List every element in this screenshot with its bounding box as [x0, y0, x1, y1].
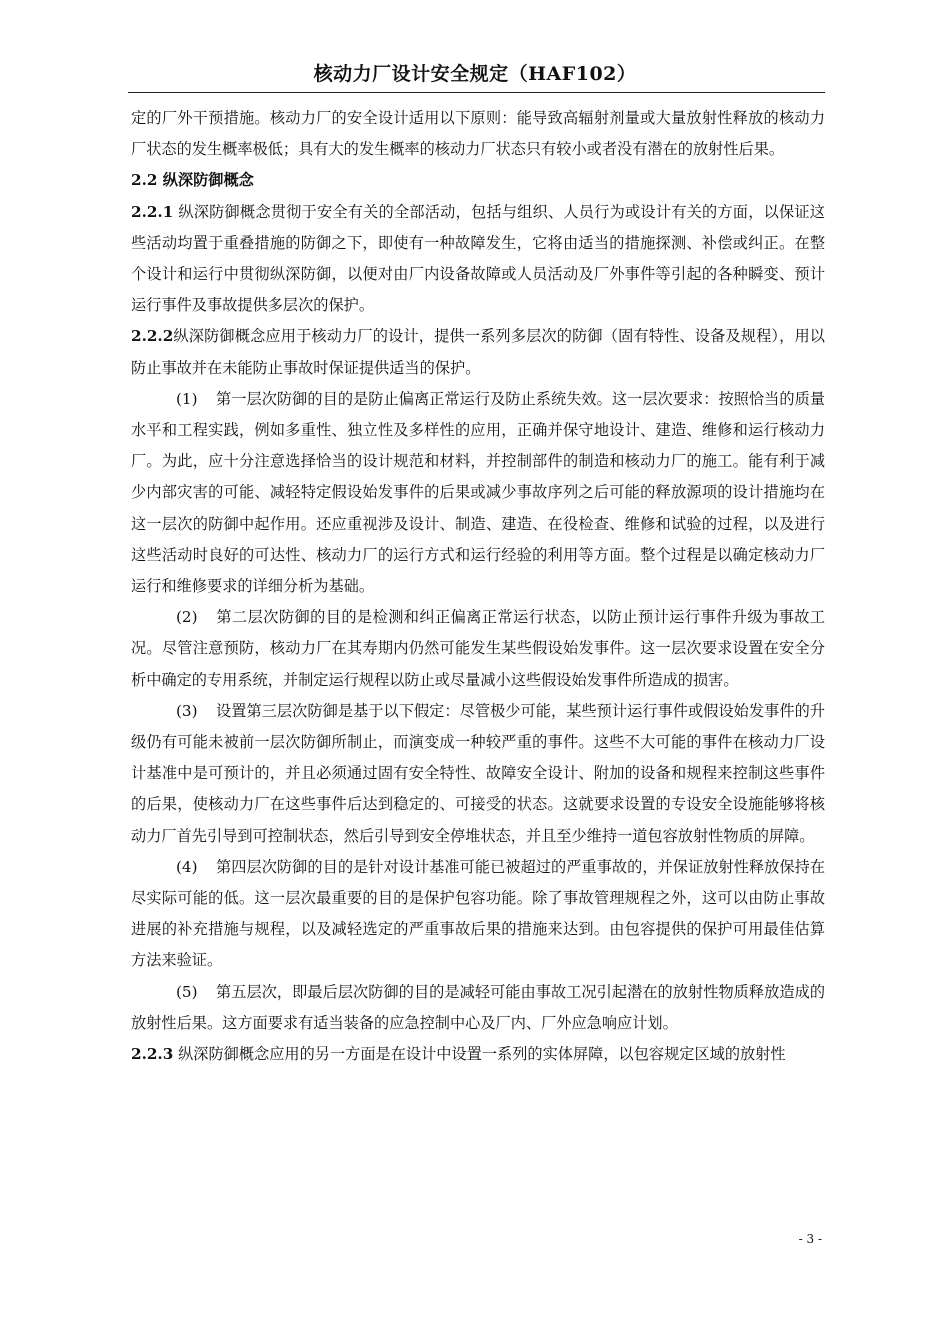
level-text: 第一层次防御的目的是防止偏离正常运行及防止系统失效。这一层次要求：按照恰当的质量水平和工程实践，例如多重性、独立性及多样性的应用，正确并保守地设计、建造、维修和运行核动力厂。为此，应十分注意选择恰当的设计规范和材料，并控制部件的制造和核动力厂的施工。能有利于减少内部灾害的可能、减轻特定假设始发事件的后果或减少事故序列之后可能的释放源项的设计措施均在这一层次的防御中起作用。还应重视涉及设计、制造、建造、在役检查、维修和试验的过程，以及进行这些活动时良好的可达性、核动力厂的运行方式和运行经验的利用等方面。整个过程是以确定核动力厂运行和维修要求的详细分析为基础。 [131, 389, 825, 596]
defense-level-5 [131, 977, 825, 1039]
level-text: 第四层次防御的目的是针对设计基准可能已被超过的严重事故的，并保证放射性释放保持在尽实际可能的低。这一层次最重要的目的是保护包容功能。除了事故管理规程之外，这可以由防止事故进展的补充措施与规程，以及减轻选定的严重事故后果的措施来达到。由包容提供的保护可用最佳估算方法来验证。 [131, 857, 825, 970]
page-header-title: 核动力厂设计安全规定（HAF102） [313, 63, 637, 85]
defense-level-1 [131, 384, 825, 602]
clause-number: 2.2.3 [131, 1045, 174, 1064]
header-divider [128, 92, 825, 93]
level-label: (2) [176, 608, 198, 627]
clause-text: 纵深防御概念贯彻于安全有关的全部活动，包括与组织、人员行为或设计有关的方面，以保证这些活动均置于重叠措施的防御之下，即使有一种故障发生，它将由适当的措施探测、补偿或纠正。在整个设计和运行中贯彻纵深防御，以便对由厂内设备故障或人员活动及厂外事件等引起的各种瞬变、预计运行事件及事故提供多层次的保护。 [131, 202, 825, 315]
level-label: (1) [176, 389, 198, 408]
clause-2-2-2 [131, 321, 825, 383]
level-label: (4) [176, 857, 198, 876]
clause-2-2-3 [131, 1039, 825, 1070]
intro-paragraph: 定的厂外干预措施。核动力厂的安全设计适用以下原则：能导致高辐射剂量或大量放射性释放的核动力厂状态的发生概率极低；具有大的发生概率的核动力厂状态只有较小或者没有潜在的放射性后果。 [131, 109, 825, 159]
defense-level-2 [131, 602, 825, 696]
defense-level-3 [131, 696, 825, 852]
level-label: (3) [176, 701, 198, 720]
level-text: 设置第三层次防御是基于以下假定：尽管极少可能，某些预计运行事件或假设始发事件的升级仍有可能未被前一层次防御所制止，而演变成一种较严重的事件。这些不大可能的事件在核动力厂设计基准中是可预计的，并且必须通过固有安全特性、故障安全设计、附加的设备和规程来控制这些事件的后果，使核动力厂在这些事件后达到稳定的、可接受的状态。这就要求设置的专设安全设施能够将核动力厂首先引导到可控制状态，然后引导到安全停堆状态，并且至少维持一道包容放射性物质的屏障。 [131, 701, 825, 845]
clause-number: 2.2.2 [131, 327, 174, 346]
clause-2-2-1 [131, 197, 825, 322]
defense-level-4 [131, 852, 825, 977]
clause-text: 纵深防御概念应用于核动力厂的设计，提供一系列多层次的防御（固有特性、设备及规程），用以防止事故并在未能防止事故时保证提供适当的保护。 [131, 327, 825, 377]
page-number: - 3 - [798, 1232, 822, 1246]
section-heading: 2.2 纵深防御概念 [131, 171, 254, 190]
clause-number: 2.2.1 [131, 202, 174, 221]
level-text: 第二层次防御的目的是检测和纠正偏离正常运行状态，以防止预计运行事件升级为事故工况。尽管注意预防，核动力厂在其寿期内仍然可能发生某些假设始发事件。这一层次要求设置在安全分析中确定的专用系统，并制定运行规程以防止或尽量减小这些假设始发事件所造成的损害。 [131, 608, 825, 689]
clause-text: 纵深防御概念应用的另一方面是在设计中设置一系列的实体屏障，以包容规定区域的放射性 [173, 1045, 786, 1064]
level-label: (5) [176, 982, 198, 1001]
document-body [131, 103, 825, 1070]
level-text: 第五层次，即最后层次防御的目的是减轻可能由事故工况引起潜在的放射性物质释放造成的放射性后果。这方面要求有适当装备的应急控制中心及厂内、厂外应急响应计划。 [131, 982, 825, 1032]
